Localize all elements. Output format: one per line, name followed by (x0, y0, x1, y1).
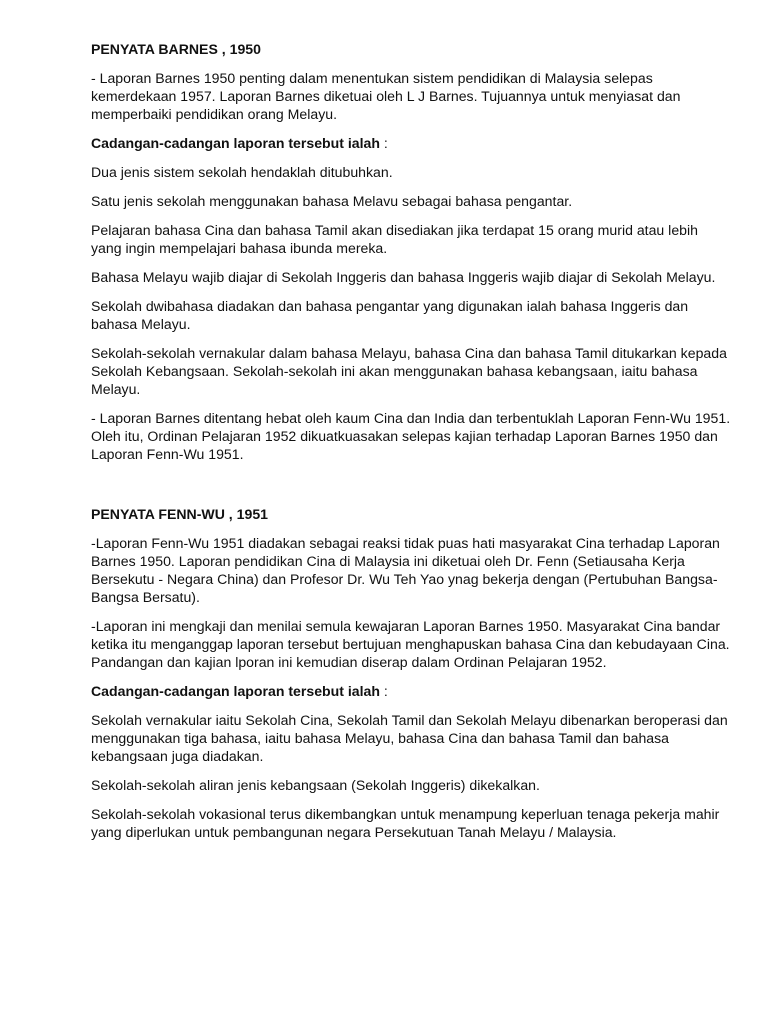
section-spacer (91, 474, 731, 505)
barnes-proposals-heading (91, 134, 731, 152)
fennwu-intro-1: -Laporan Fenn-Wu 1951 diadakan sebagai reaksi tidak puas hati masyarakat Cina terhadap Laporan Barnes 1950. Laporan pendidikan Cina di Malaysia ini diketuai oleh Dr. Fenn (Setiausaha Kerja Bersekutu - Negara China) dan Profesor Dr. Wu Teh Yao ynag bekerja dengan (Pertubuhan Bangsa-Bangsa Bersatu). (91, 535, 720, 605)
fennwu-proposal-item: Sekolah-sekolah aliran jenis kebangsaan (Sekolah Inggeris) dikekalkan. (91, 777, 540, 793)
barnes-proposal-item: Satu jenis sekolah menggunakan bahasa Melavu sebagai bahasa pengantar. (91, 193, 573, 209)
fennwu-proposals-label: Cadangan-cadangan laporan tersebut ialah (91, 683, 380, 699)
section-title-fennwu: PENYATA FENN-WU , 1951 (91, 506, 268, 522)
section-title-barnes: PENYATA BARNES , 1950 (91, 41, 261, 57)
barnes-proposal-item: Pelajaran bahasa Cina dan bahasa Tamil akan disediakan jika terdapat 15 orang murid atau lebih yang ingin mempelajari bahasa ibunda mereka. (91, 222, 698, 256)
fennwu-proposal-item: Sekolah vernakular iaitu Sekolah Cina, Sekolah Tamil dan Sekolah Melayu dibenarkan beroperasi dan menggunakan tiga bahasa, iaitu bahasa Melayu, bahasa Cina dan bahasa Tamil dan bahasa kebangsaan juga diadakan. (91, 712, 728, 764)
fennwu-proposals-heading (91, 682, 731, 700)
fennwu-proposal-item: Sekolah-sekolah vokasional terus dikembangkan untuk menampung keperluan tenaga pekerja mahir yang diperlukan untuk pembangunan negara Persekutuan Tanah Melayu / Malaysia. (91, 806, 720, 840)
barnes-proposals-label: Cadangan-cadangan laporan tersebut ialah (91, 135, 380, 151)
document-body (91, 40, 731, 852)
barnes-proposal-item: Bahasa Melayu wajib diajar di Sekolah Inggeris dan bahasa Inggeris wajib diajar di Sekolah Melayu. (91, 269, 716, 285)
fennwu-intro-2: -Laporan ini mengkaji dan menilai semula kewajaran Laporan Barnes 1950. Masyarakat Cina bandar ketika itu menganggap laporan tersebut bertujuan menghapuskan bahasa Cina dan kebudayaan Cina. Pandangan dan kajian lporan ini kemudian diserap dalam Ordinan Pelajaran 1952. (91, 618, 730, 670)
fennwu-proposals-colon: : (379, 683, 388, 699)
barnes-proposals-colon: : (379, 135, 388, 151)
barnes-proposal-item: Sekolah-sekolah vernakular dalam bahasa Melayu, bahasa Cina dan bahasa Tamil ditukarkan kepada Sekolah Kebangsaan. Sekolah-sekolah ini akan menggunakan bahasa kebangsaan, iaitu bahasa Melayu. (91, 345, 727, 397)
barnes-proposal-item: Sekolah dwibahasa diadakan dan bahasa pengantar yang digunakan ialah bahasa Inggeris dan bahasa Melayu. (91, 298, 689, 332)
barnes-intro: - Laporan Barnes 1950 penting dalam menentukan sistem pendidikan di Malaysia selepas kemerdekaan 1957. Laporan Barnes diketuai oleh L J Barnes. Tujuannya untuk menyiasat dan memperbaiki pendidikan orang Melayu. (91, 70, 681, 122)
barnes-outcome: - Laporan Barnes ditentang hebat oleh kaum Cina dan India dan terbentuklah Laporan Fenn-Wu 1951. Oleh itu, Ordinan Pelajaran 1952 dikuatkuasakan selepas kajian terhadap Laporan Barnes 1950 dan Laporan Fenn-Wu 1951. (91, 410, 731, 462)
barnes-proposal-item: Dua jenis sistem sekolah hendaklah ditubuhkan. (91, 164, 393, 180)
